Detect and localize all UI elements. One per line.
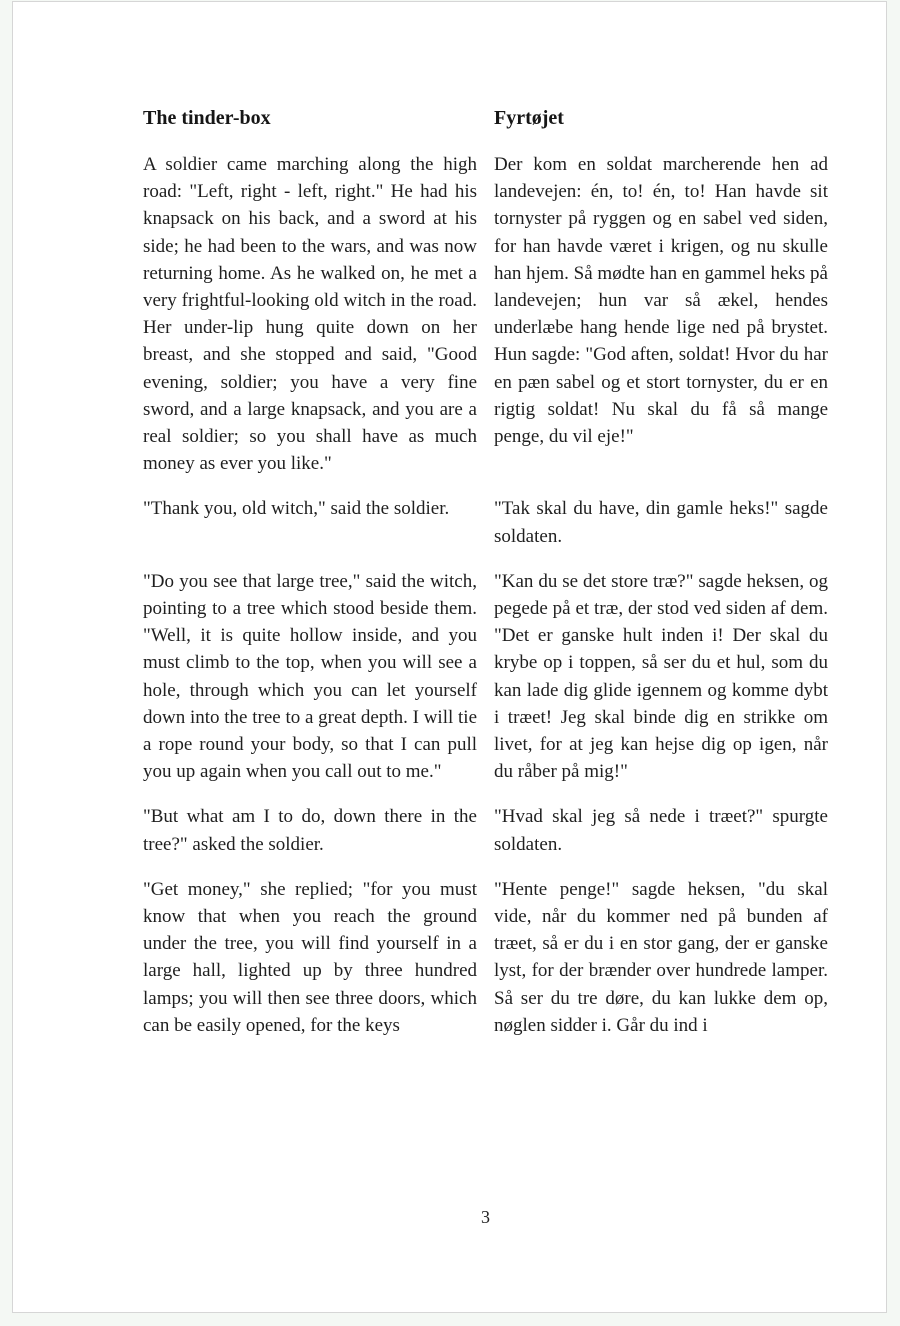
paragraph-danish: "Hvad skal jeg så nede i træet?" spurgte soldaten. [494, 806, 828, 855]
paragraph-row [143, 803, 828, 857]
paragraph-row [143, 876, 828, 1039]
heading-row [143, 105, 828, 132]
document-page [12, 1, 887, 1313]
paragraph-danish: "Hente penge!" sagde heksen, "du skal vide, når du kommer ned på bunden af træet, så er du i en stor gang, der er ganske lyst, for der brænder over hundrede lamper. Så ser du tre døre, du kan lukke dem op, nøglen sidder i. Går du ind i [494, 878, 828, 1036]
paragraph-english: "Thank you, old witch," said the soldier. [143, 498, 450, 520]
paragraph-row [143, 151, 828, 477]
paragraph-english: "Get money," she replied; "for you must know that when you reach the ground under the tree, you will find yourself in a large hall, lighted up by three hundred lamps; you will then see three doors, which can be easily opened, for the keys [143, 878, 477, 1036]
paragraph-rows [143, 151, 828, 1039]
paragraph-row [143, 495, 828, 549]
danish-column-heading: Fyrtøjet [494, 107, 564, 129]
english-column-heading: The tinder-box [143, 107, 271, 129]
paragraph-english: A soldier came marching along the high road: "Left, right - left, right." He had his knapsack on his back, and a sword at his side; he had been to the wars, and was now returning home. As he walked on, he met a very frightful-looking old witch in the road. Her under-lip hung quite down on her breast, and she stopped and said, "Good evening, soldier; you have a very fine sword, and a large knapsack, and you are a real soldier; so you shall have as much money as ever you like." [143, 154, 477, 475]
text-block [143, 105, 828, 1057]
paragraph-english: "But what am I to do, down there in the tree?" asked the soldier. [143, 806, 477, 855]
paragraph-danish: Der kom en soldat marcherende hen ad landevejen: én, to! én, to! Han havde sit tornyster på ryggen og en sabel ved siden, for han havde været i krigen, og nu skulle han hjem. Så mødte han en gammel heks på landevejen; hun var så ækel, hendes underlæbe hang hende lige ned på brystet. Hun sagde: "God aften, soldat! Hvor du har en pæn sabel og et stort tornyster, du er en rigtig soldat! Nu skal du få så mange penge, du vil eje!" [494, 154, 828, 448]
page-number: 3 [481, 1207, 490, 1227]
paragraph-danish: "Kan du se det store træ?" sagde heksen, og pegede på et træ, der stod ved siden af dem. "Det er ganske hult inden i! Der skal du krybe op i toppen, så ser du et hul, som du kan lade dig glide igennem og komme dybt i træet! Jeg skal binde dig en strikke om livet, for at jeg kan hejse dig op igen, når du råber på mig!" [494, 570, 828, 783]
paragraph-row [143, 568, 828, 786]
paragraph-danish: "Tak skal du have, din gamle heks!" sagde soldaten. [494, 498, 828, 547]
paragraph-english: "Do you see that large tree," said the witch, pointing to a tree which stood beside them. "Well, it is quite hollow inside, and you must climb to the top, when you will see a hole, through which you can let yourself down into the tree to a great depth. I will tie a rope round your body, so that I can pull you up again when you call out to me." [143, 570, 477, 783]
